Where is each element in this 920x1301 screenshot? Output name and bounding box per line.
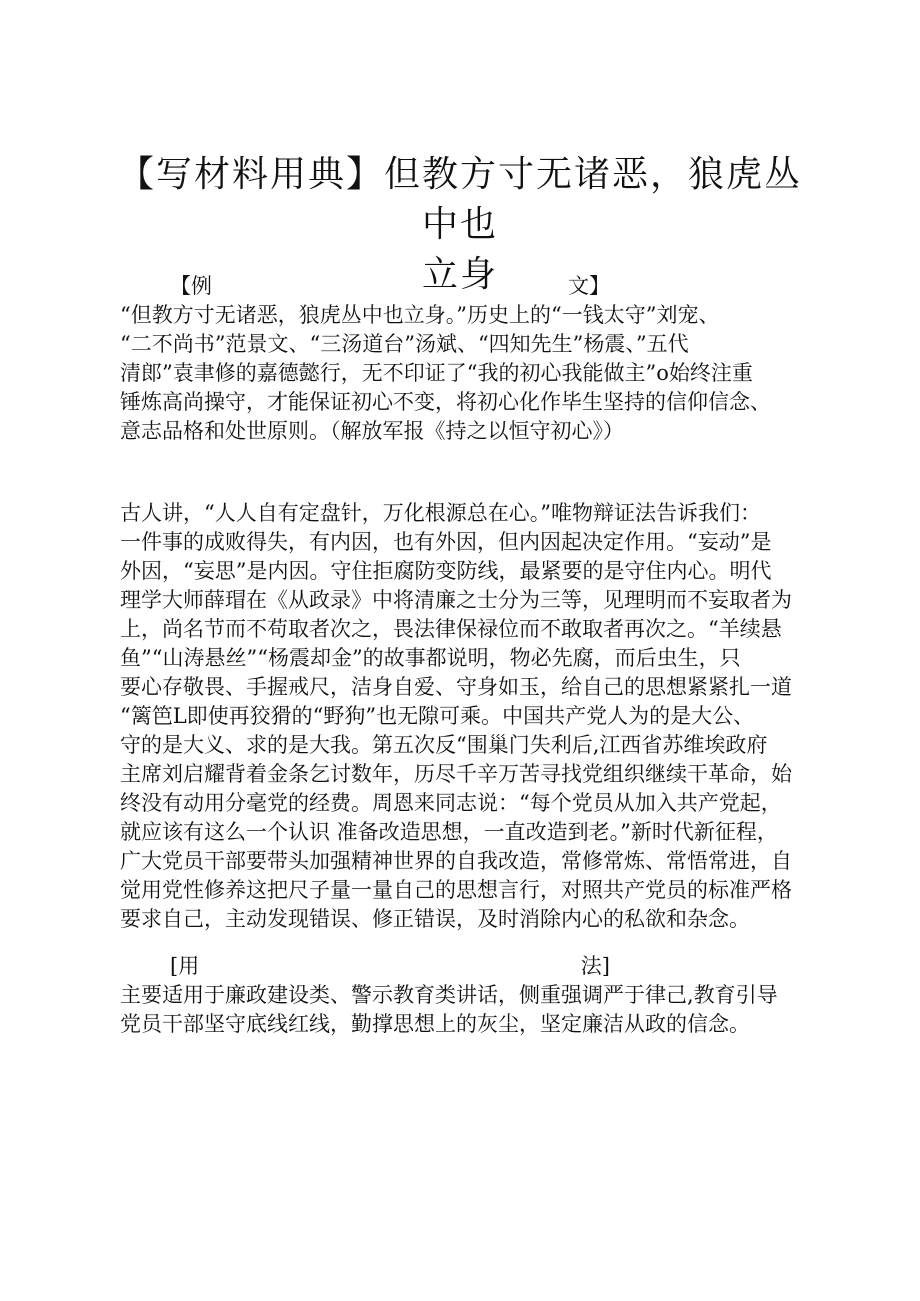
example-label-left: 【例 bbox=[170, 274, 212, 298]
body-line: “篱笆L即使再狡猾的“野狗”也无隙可乘。中国共产党人为的是大公、 bbox=[120, 704, 755, 728]
body-line: 终没有动用分毫党的经费。周恩来同志说：“每个党员从加入共产党起， bbox=[120, 791, 782, 815]
usage-paragraph bbox=[120, 981, 820, 1039]
usage-label-left: [用 bbox=[170, 954, 200, 978]
usage-line: 主要适用于廉政建设类、警示教育类讲话，侧重强调严于律己,教育引导 bbox=[120, 983, 778, 1007]
example-line: “二不尚书”范景文、“三汤道台”汤斌、“四知先生”杨震、”五代 bbox=[120, 332, 689, 356]
body-line: 守的是大义、求的是大我。第五次反“围巢门失利后,江西省苏维埃政府 bbox=[120, 733, 768, 757]
body-line: 要求自己，主动发现错误、修正错误，及时消除内心的私欲和杂念。 bbox=[120, 907, 750, 931]
body-paragraph bbox=[120, 499, 820, 934]
body-line: 理学大师薛瑁在《从政录》中将清廉之士分为三等，见理明而不妄取者为 bbox=[120, 588, 792, 612]
body-line: 外因，“妄思”是内因。守住拒腐防变防线，最紧要的是守住内心。明代 bbox=[120, 559, 772, 583]
body-line: 觉用党性修养这把尺子量一量自己的思想言行，对照共产党员的标准严格 bbox=[120, 878, 792, 902]
body-line: 广大党员干部要带头加强精神世界的自我改造，常修常炼、常悟常进，自 bbox=[120, 849, 792, 873]
body-line: 就应该有这么一个认识 准备改造思想，一直改造到老。”新时代新征程， bbox=[120, 820, 778, 844]
body-line: 要心存敬畏、手握戒尺，洁身自爱、守身如玉，给自己的思想紧紧扎一道 bbox=[120, 675, 792, 699]
example-section-label bbox=[170, 272, 610, 301]
title-line-2: 立身 bbox=[421, 254, 498, 295]
body-line: 一件事的成败得失，有内因，也有外因，但内因起决定作用。“妄动”是 bbox=[120, 530, 772, 554]
usage-line: 党员干部坚守底线红线，勤撑思想上的灰尘，坚定廉洁从政的信念。 bbox=[120, 1012, 750, 1036]
body-line: 主席刘启耀背着金条乞讨数年，历尽千辛万苦寻找党组织继续干革命，始 bbox=[120, 762, 792, 786]
example-line: 锤炼高尚操守，才能保证初心不变，将初心化作毕生坚持的信仰信念、 bbox=[120, 390, 771, 414]
example-label-right: 文】 bbox=[568, 274, 610, 298]
example-paragraph bbox=[120, 301, 820, 446]
title-line-1: 【写材料用典】但教方寸无诸恶，狼虎丛中也 bbox=[117, 154, 802, 245]
example-line: 清郎”袁聿修的嘉德懿行，无不印证了“我的初心我能做主”o始终注重 bbox=[120, 361, 753, 385]
body-line: 鱼”“山涛悬丝”“杨震却金”的故事都说明，物必先腐，而后虫生，只 bbox=[120, 646, 741, 670]
body-line: 古人讲，“人人自有定盘针，万化根源总在心。”唯物辩证法告诉我们： bbox=[120, 501, 761, 525]
example-line: 意志品格和处世原则。（解放军报《持之以恒守初心》） bbox=[120, 419, 624, 443]
usage-label-right: 法] bbox=[580, 954, 610, 978]
example-line: “但教方寸无诸恶，狼虎丛中也立身。”历史上的“一钱太守”刘宠、 bbox=[120, 303, 720, 327]
usage-section-label bbox=[170, 952, 610, 981]
body-line: 上，尚名节而不苟取者次之，畏法律保禄位而不敢取者再次之。“羊续悬 bbox=[120, 617, 782, 641]
